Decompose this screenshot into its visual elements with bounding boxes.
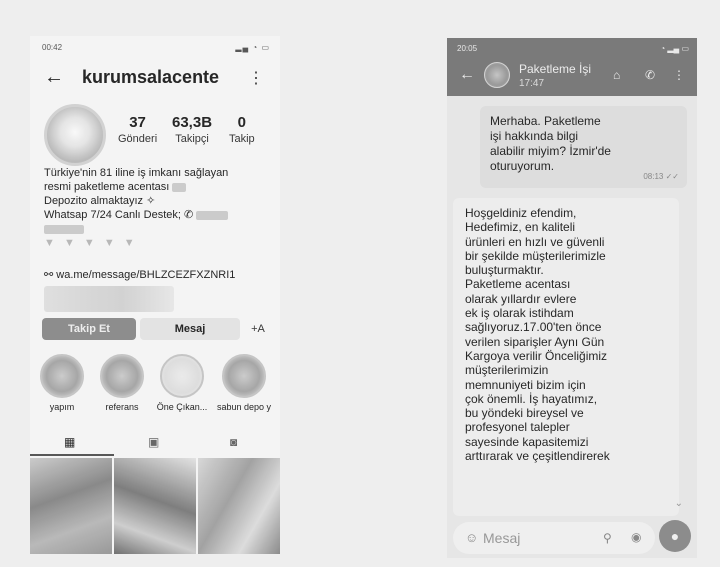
emoji-icon[interactable]: ☺ [465, 530, 479, 545]
stat-followers-label: Takipçi [175, 133, 209, 145]
reels-icon[interactable]: ▣ [148, 435, 160, 449]
flag-icon [172, 183, 186, 192]
incoming-message[interactable] [453, 198, 679, 516]
message-line: buluşturmaktır. [465, 263, 544, 278]
more-options-icon[interactable]: ⋮ [248, 70, 264, 87]
message-line: sayesinde kapasitemizi [465, 434, 589, 449]
message-line: çok önemli. İş hayatımız, [465, 391, 598, 406]
profile-link[interactable] [44, 268, 235, 281]
tagged-icon[interactable]: ◙ [230, 435, 238, 449]
status-icons: ▂▄ ◔ ▭ [235, 43, 270, 52]
message-line: Kargoya verilir Önceliğimiz [465, 348, 608, 363]
highlight-label: sabun depo y [216, 402, 272, 412]
highlight-referans[interactable] [92, 354, 152, 412]
camera-icon[interactable]: ◉ [631, 530, 642, 544]
status-bar [42, 43, 270, 55]
profile-bio [44, 166, 276, 250]
status-icons: ◔ ▂▄ ▭ [660, 44, 689, 53]
call-icon[interactable]: ✆ [645, 68, 656, 82]
stat-followers-count: 63,3B [172, 114, 213, 131]
message-line: bu yöndeki bireysel ve [465, 406, 584, 421]
attach-icon[interactable]: ⚲ [603, 531, 612, 545]
message-line: oturuyorum. [490, 159, 555, 173]
message-line: verilen siparişler Aynı Gün [465, 334, 605, 349]
message-line: Hoşgeldiniz efendim, [465, 206, 577, 220]
highlight-sabun-depo[interactable] [214, 354, 274, 412]
bio-line: Whatsap 7/24 Canlı Destek; [44, 209, 181, 221]
status-time: 00:42 [42, 43, 63, 52]
sparkle-icon: ✧ [146, 195, 156, 207]
bio-line: Depozito almaktayız [44, 195, 144, 207]
stat-posts[interactable] [118, 114, 157, 145]
status-time: 20:05 [457, 44, 478, 53]
profile-header [30, 62, 280, 92]
message-line: alabilir miyim? İzmir'de [490, 144, 611, 158]
profile-username: kurumsalacente [82, 67, 220, 87]
message-line: Hedefimiz, en kaliteli [465, 220, 576, 235]
chat-title[interactable]: Paketleme İşi [519, 62, 592, 76]
bio-line-star [44, 194, 276, 208]
message-line: olarak yıllardır evlere [465, 291, 577, 306]
status-bar [457, 44, 689, 56]
bio-line-redacted [44, 222, 276, 236]
highlight-cover [160, 354, 204, 398]
post-thumbnail[interactable] [30, 458, 112, 554]
bio-line-phone [44, 208, 276, 222]
post-grid [30, 458, 280, 554]
back-arrow-icon[interactable]: ← [44, 66, 64, 88]
outgoing-message[interactable] [480, 106, 687, 188]
grid-icon[interactable]: ▦ [64, 435, 76, 449]
highlight-label: referans [105, 402, 139, 412]
microphone-icon: ● [670, 528, 680, 544]
store-icon[interactable]: ⌂ [613, 68, 621, 82]
message-line: işi hakkında bilgi [490, 129, 579, 143]
follow-button[interactable]: Takip Et [42, 318, 136, 340]
link-icon: ⚯ [44, 269, 54, 281]
highlight-cover [100, 354, 144, 398]
message-line: ek iş olarak istihdam [465, 306, 574, 321]
post-thumbnail[interactable] [114, 458, 196, 554]
profile-avatar[interactable] [44, 104, 106, 166]
scroll-down-icon[interactable]: ⌄ [674, 498, 683, 509]
stat-following[interactable] [229, 114, 255, 145]
message-button[interactable]: Mesaj [140, 318, 240, 340]
message-line: bir şekilde müşterilerimizle [465, 248, 606, 263]
redacted-number [196, 211, 228, 220]
message-line: profesyonel talepler [465, 420, 570, 435]
stat-following-count: 0 [237, 114, 247, 131]
instagram-profile-screen [30, 36, 280, 554]
message-input-bar[interactable] [453, 522, 655, 554]
bio-line: resmi paketleme acentası [44, 181, 170, 193]
highlight-yapim[interactable] [32, 354, 92, 412]
message-line: sağlıyoruz.17.00'ten önce [465, 320, 602, 335]
message-line: ürünleri en hızlı ve güvenli [465, 234, 605, 249]
more-options-icon[interactable]: ⋮ [673, 68, 685, 82]
message-line: arttırarak ve çeşitlendirerek [465, 449, 610, 464]
message-input[interactable]: Mesaj [483, 530, 521, 546]
message-line: Paketleme acentası [465, 277, 571, 292]
contact-avatar[interactable] [484, 62, 510, 88]
profile-link-text: wa.me/message/BHLZCEZFXZNRI1 [56, 269, 236, 281]
message-time: 08:13 [643, 172, 664, 181]
highlight-cover [40, 354, 84, 398]
bio-line-flag [44, 180, 276, 194]
highlight-label: Öne Çıkan... [156, 402, 208, 412]
message-line: Merhaba. Paketleme [490, 114, 601, 128]
redacted-number [44, 225, 84, 234]
whatsapp-chat-screen [447, 38, 697, 558]
highlight-one-cikan[interactable] [152, 354, 212, 412]
chat-header [447, 38, 697, 96]
message-line: müşterilerimizin [465, 363, 549, 378]
stat-followers[interactable] [172, 114, 212, 145]
phone-icon: ✆ [184, 209, 194, 221]
back-arrow-icon[interactable]: ← [459, 66, 475, 83]
redacted-area [44, 286, 174, 312]
pointing-down-icons: ▼ ▼ ▼ ▼ ▼ [44, 237, 138, 249]
bio-line: Türkiye'nin 81 iline iş imkanı sağlayan [44, 167, 229, 179]
stat-posts-label: Gönderi [118, 133, 158, 145]
active-tab-indicator [30, 454, 114, 456]
profile-tabs [30, 432, 280, 454]
microphone-button[interactable] [659, 520, 691, 552]
highlight-cover [222, 354, 266, 398]
stat-posts-count: 37 [129, 114, 146, 131]
message-meta [643, 169, 679, 184]
highlight-label: yapım [49, 402, 75, 412]
add-person-icon[interactable]: +A [251, 323, 265, 335]
post-thumbnail[interactable] [198, 458, 280, 554]
message-line: memnuniyeti bizim için [465, 377, 586, 392]
double-check-icon: ✓✓ [665, 172, 679, 181]
stat-following-label: Takip [229, 133, 255, 145]
chat-last-seen: 17:47 [519, 78, 545, 89]
